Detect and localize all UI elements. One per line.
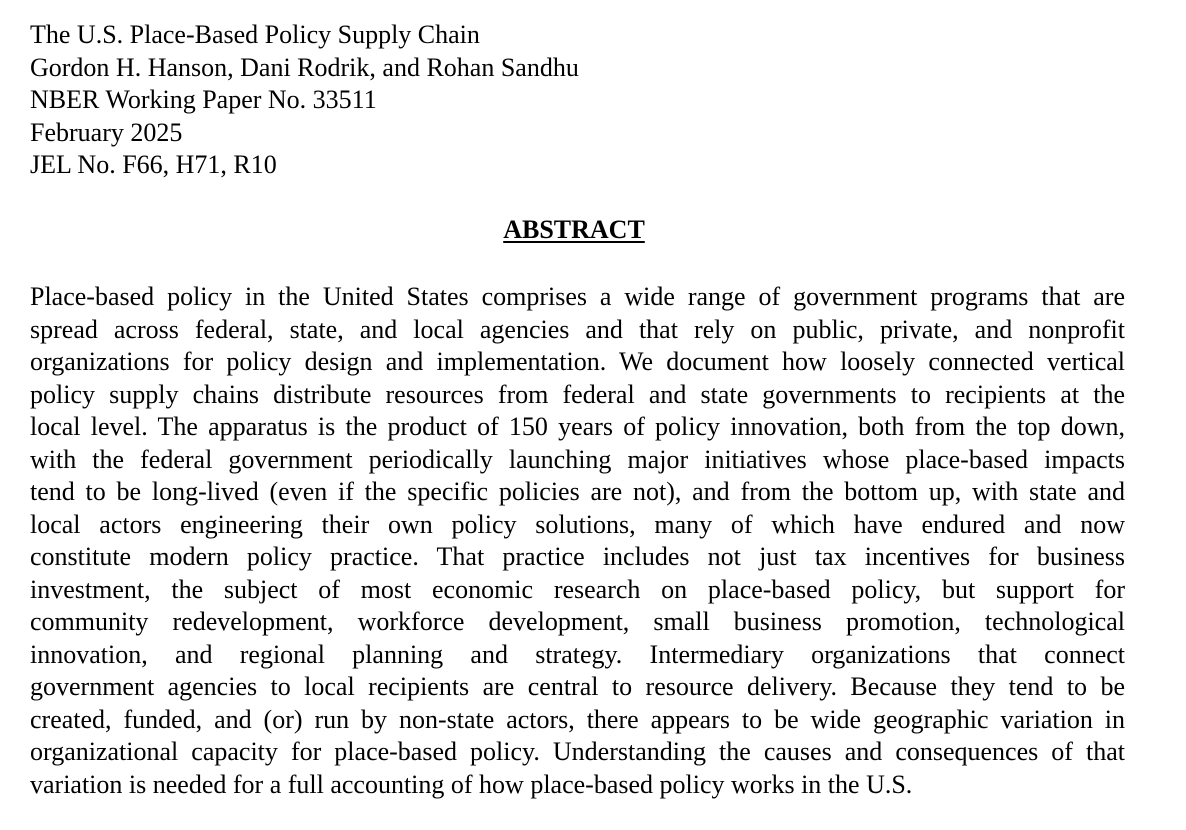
abstract-line: Place-based policy in the United States comprises a wide range of government programs that are [30, 282, 1125, 311]
abstract-line: with the federal government periodically launching major initiatives whose place-based impacts [30, 444, 1125, 474]
abstract-heading: ABSTRACT [503, 215, 645, 244]
abstract-line: variation is needed for a full accounting of how place-based policy works in the U.S. [30, 769, 913, 799]
abstract-line: local level. The apparatus is the product of 150 years of policy innovation, both from the top down, [30, 412, 1125, 441]
abstract-line: local actors engineering their own policy solutions, many of which have endured and now [30, 509, 1125, 539]
abstract-line: tend to be long-lived (even if the specific policies are not), and from the bottom up, with state and [30, 477, 1125, 506]
working-paper-number: NBER Working Paper No. 33511 [30, 85, 377, 114]
abstract-line: organizational capacity for place-based policy. Understanding the causes and consequences of that [30, 737, 1125, 766]
abstract-body [30, 281, 1125, 801]
abstract-line: community redevelopment, workforce development, small business promotion, technological [30, 607, 1125, 636]
abstract-line: innovation, and regional planning and strategy. Intermediary organizations that connect [30, 639, 1125, 669]
abstract-line: constitute modern policy practice. That practice includes not just tax incentives for business [30, 542, 1125, 571]
abstract-line: investment, the subject of most economic research on place-based policy, but support for [30, 574, 1125, 604]
jel-codes: JEL No. F66, H71, R10 [30, 150, 277, 179]
abstract-line: policy supply chains distribute resources from federal and state governments to recipients at the [30, 379, 1125, 409]
abstract-line: government agencies to local recipients are central to resource delivery. Because they tend to be [30, 672, 1125, 701]
abstract-line: created, funded, and (or) run by non-state actors, there appears to be wide geographic variation in [30, 704, 1125, 734]
paper-title: The U.S. Place-Based Policy Supply Chain [30, 20, 480, 49]
paper-header [30, 19, 579, 182]
paper-authors: Gordon H. Hanson, Dani Rodrik, and Rohan Sandhu [30, 52, 579, 82]
abstract-line: spread across federal, state, and local agencies and that rely on public, private, and nonprofit [30, 314, 1125, 344]
publication-date: February 2025 [30, 117, 183, 147]
abstract-line: organizations for policy design and implementation. We document how loosely connected vertical [30, 347, 1125, 376]
